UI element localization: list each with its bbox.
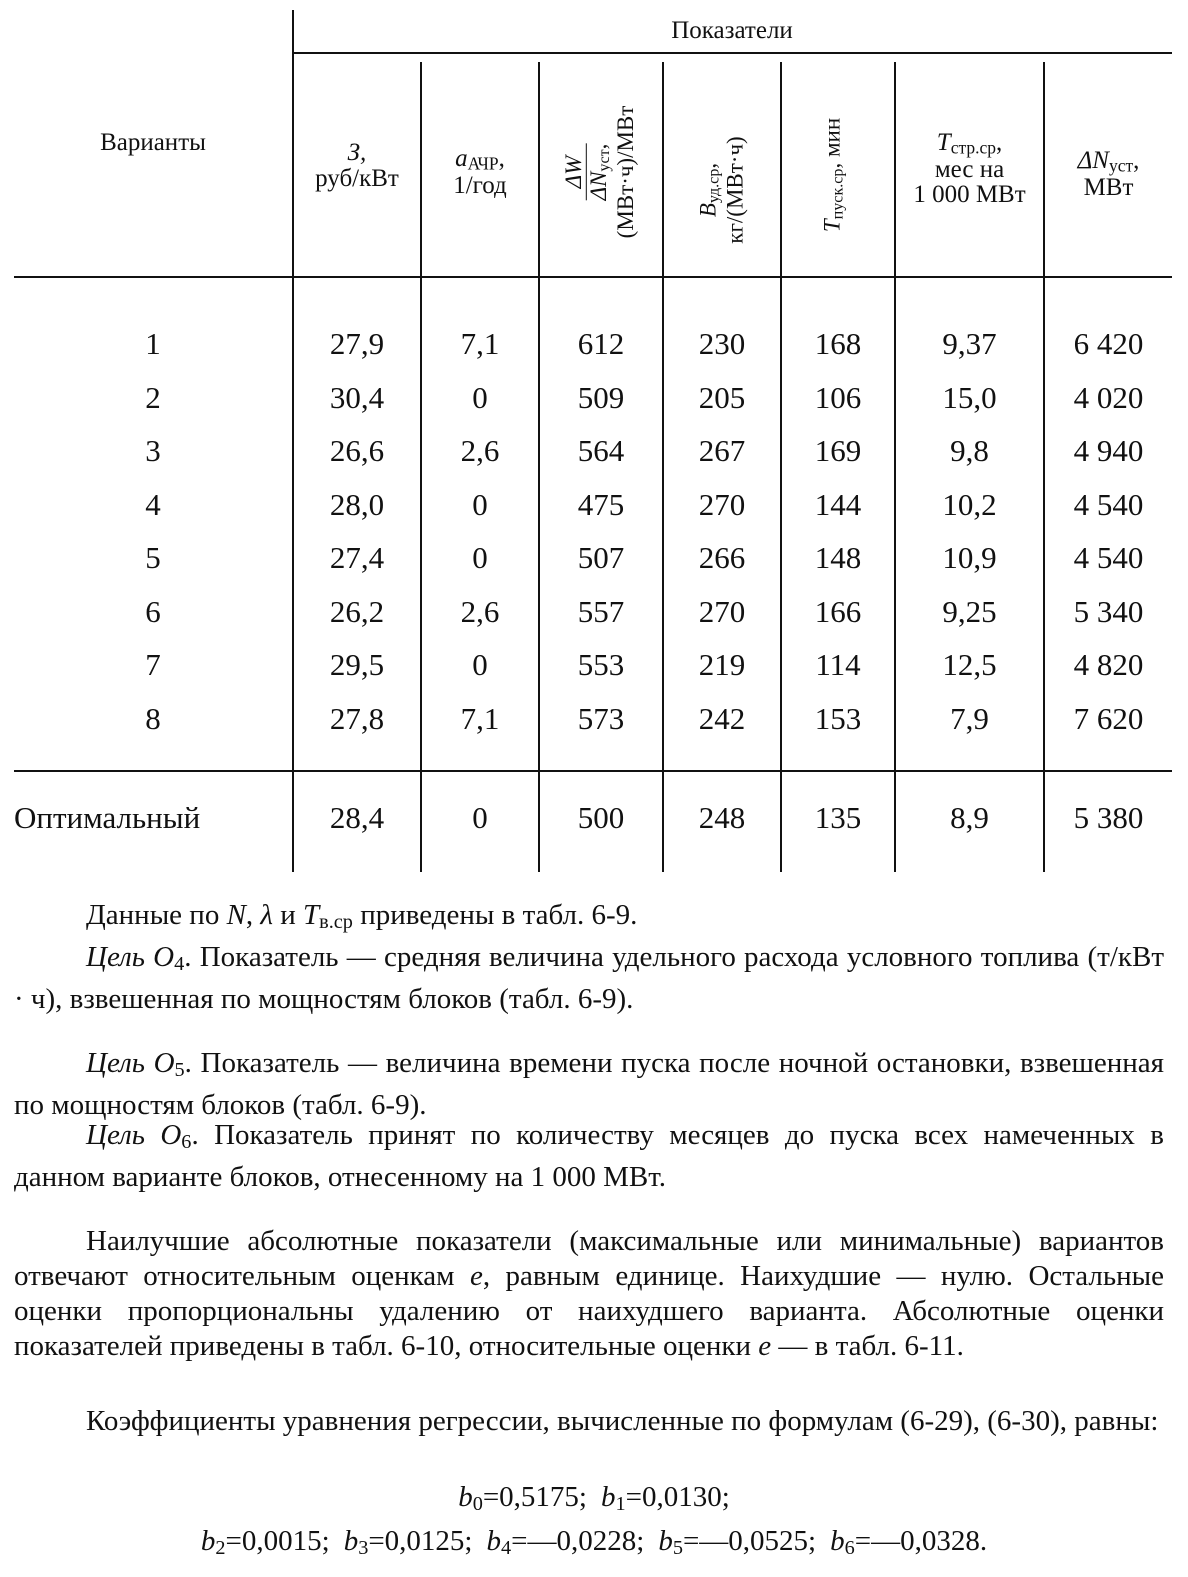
table-cell-z: 27,8 (329, 700, 385, 736)
table-cell-n: 4 540 (1073, 486, 1144, 522)
header-build-line3: 1 000 МВт (913, 181, 1026, 208)
table-cell-b: 219 (698, 647, 746, 682)
table-cell-n: 6 420 (1073, 326, 1144, 361)
table-cell-w: 557 (577, 593, 625, 629)
header-energy-denominator-sub: уст (596, 149, 614, 172)
table-cell-z: 28,0 (329, 486, 385, 522)
coefficient-symbol: b (458, 1481, 473, 1513)
header-fuel-consumption: Bуд.ср, кг/(МВт·ч) (695, 136, 748, 244)
table-cell-ts: 9,25 (942, 593, 997, 629)
table-cell-v: Оптимальный (14, 800, 201, 835)
symbol-e: e (469, 1260, 483, 1292)
table-cell-v: 2 (145, 379, 161, 415)
header-capacity-unit: МВт (1083, 173, 1134, 201)
coefficient (343, 1525, 473, 1560)
text-span: , равным единице. Наихудшие — нулю. Остальные оценки пропорциональны удалению от наихудшего варианта. Абсолютные оценки показателей приведены в табл. 6-10, относительные оценки (14, 1260, 1164, 1362)
table-cell-n: 5 380 (1073, 800, 1144, 835)
header-capacity-sub: уст (1108, 155, 1134, 176)
coefficient-index: 5 (672, 1537, 683, 1560)
header-afr-symbol: a (455, 145, 468, 172)
header-fuel-sub: уд.ср (705, 168, 723, 204)
table-cell-t: 153 (814, 700, 862, 736)
text-span: , (245, 899, 261, 931)
table-cell-a: 0 (472, 379, 488, 415)
text-span: и (272, 899, 304, 931)
header-installed-capacity: $\Delta N_{уст}$, МВт (1045, 148, 1172, 201)
formula-line-1 (0, 1480, 1188, 1522)
table-cell-ts: 10,2 (942, 486, 997, 522)
header-build-symbol: T (936, 129, 951, 156)
coefficient-symbol: b (658, 1525, 673, 1557)
table-cell-v: 6 (145, 593, 161, 629)
table-cell-n: 4 540 (1073, 540, 1144, 575)
header-start-symbol: T (819, 219, 845, 233)
table-cell-v: 7 (145, 647, 161, 682)
paragraph-goal-6 (14, 1118, 1164, 1195)
symbol-t: T (303, 899, 320, 931)
table-cell-b: 270 (698, 593, 746, 629)
table-cell-w: 564 (577, 433, 625, 468)
header-variants: Варианты (100, 129, 206, 156)
text-span: приведены в табл. 6-9. (352, 899, 638, 931)
table-cell-ts: 9,8 (950, 433, 989, 468)
table-cell-n: 5 340 (1073, 593, 1144, 629)
table-cell-z: 27,4 (329, 540, 385, 575)
table-cell-w: 612 (577, 326, 625, 361)
coefficient-value: =—0,0328. (854, 1525, 988, 1557)
table-rule-body (14, 770, 1172, 772)
coefficient (458, 1481, 587, 1516)
header-fuel-symbol: B (695, 203, 721, 218)
header-energy-unit: (МВт·ч)/МВт (613, 105, 639, 239)
table-cell-t: 168 (814, 326, 862, 361)
table-cell-ts: 8,9 (950, 800, 989, 835)
coefficient (830, 1525, 988, 1560)
goal-text: . Показатель — средняя величина удельного расхода условного топлива (т/кВт · ч), взвешенная по мощностям блоков (табл. 6-9). (14, 941, 1164, 1016)
table-cell-a: 0 (472, 540, 488, 575)
text-span: Данные по (86, 899, 227, 931)
table-cell-t: 148 (814, 540, 862, 575)
table-cell-b: 205 (698, 379, 746, 415)
symbol-n: N (226, 899, 246, 931)
coefficient (486, 1525, 645, 1560)
table-cell-t: 169 (814, 433, 862, 468)
table-cell-ts: 9,37 (942, 326, 997, 361)
table-cell-a: 0 (472, 486, 488, 522)
symbol-lambda: λ (260, 899, 273, 931)
table-cell-ts: 12,5 (942, 647, 997, 682)
header-start-sub: пуск.ср (829, 168, 847, 220)
goal-text: . Показатель — величина времени пуска после ночной остановки, взвешенная по мощностям блоков (табл. 6-9). (14, 1047, 1164, 1122)
table-cell-b: 266 (698, 540, 746, 575)
symbol-t-sub: в.ср (319, 911, 353, 934)
goal-sub: 5 (174, 1059, 185, 1082)
coefficient-value: =0,0125; (368, 1525, 473, 1557)
table-cell-a: 0 (472, 800, 488, 835)
table-cell-z: 27,9 (329, 326, 385, 361)
table-cell-t: 106 (814, 379, 862, 415)
table-cell-b: 230 (698, 326, 746, 361)
header-afr-sub: АЧР (467, 153, 499, 174)
goal-label: Цель O (86, 1047, 175, 1079)
table-cell-ts: 7,9 (950, 700, 989, 736)
table-cell-b: 270 (698, 486, 746, 522)
table-cell-t: 166 (814, 593, 862, 629)
table-cell-ts: 10,9 (942, 540, 997, 575)
table-cell-a: 2,6 (460, 433, 500, 468)
table-cell-b: 248 (698, 800, 746, 835)
table-cell-w: 573 (577, 700, 625, 736)
goal-text: . Показатель принят по количеству месяцев до пуска всех намеченных в данном варианте блоков, отнесенному на 1 000 МВт. (14, 1119, 1164, 1194)
header-build-sub: стр.ср (950, 137, 996, 158)
table-cell-a: 7,1 (460, 326, 500, 361)
coefficient-value: =0,0130; (625, 1481, 730, 1513)
coefficient-symbol: b (200, 1525, 216, 1557)
paragraph-regression: Коэффициенты уравнения регрессии, вычисленные по формулам (6-29), (6-30), равны: (86, 1405, 1159, 1437)
coefficient-symbol: b (343, 1525, 359, 1557)
formula-line-2 (0, 1524, 1188, 1566)
table-cell-t: 144 (814, 486, 862, 522)
header-capacity-symbol: ΔN (1077, 147, 1109, 174)
coefficient-index: 0 (472, 1493, 483, 1516)
coefficient-index: 2 (215, 1537, 226, 1560)
header-afr-unit: 1/год (453, 171, 507, 199)
table-cell-z: 30,4 (329, 379, 385, 415)
header-start-unit: мин (819, 117, 845, 158)
table-cell-ts: 15,0 (942, 379, 997, 415)
table-cell-z: 26,6 (329, 433, 385, 468)
table-cell-z: 29,5 (329, 647, 385, 682)
table-cell-w: 500 (577, 800, 625, 835)
goal-label: Цель O (86, 941, 175, 973)
header-frequency-load-shedding: $a_{АЧР}$, 1/год (422, 146, 538, 199)
table-cell-a: 0 (472, 647, 488, 682)
coefficient-value: =—0,0228; (511, 1525, 645, 1557)
coefficient (200, 1525, 330, 1560)
table-cell-a: 7,1 (460, 700, 500, 736)
header-build-line2: мес на (934, 156, 1005, 183)
text-span: — в табл. 6-11. (771, 1330, 964, 1362)
coefficient-index: 6 (844, 1537, 855, 1560)
table-rule-header (14, 276, 1172, 278)
table-cell-w: 509 (577, 379, 625, 415)
header-start-time: Tпуск.ср, мин (819, 117, 847, 233)
table-cell-t: 114 (815, 647, 861, 682)
coefficient (658, 1525, 817, 1560)
coefficient-value: =0,5175; (482, 1481, 587, 1513)
table-cell-n: 7 620 (1073, 700, 1144, 736)
header-cost-unit: руб/кВт (315, 165, 399, 193)
table-cell-n: 4 020 (1073, 379, 1144, 415)
paragraph-goal-4 (14, 940, 1164, 1017)
coefficient-symbol: b (601, 1481, 616, 1513)
text-span: Наилучшие абсолютные показатели (максимальные или минимальные) вариантов отвечают относительным оценкам (14, 1225, 1164, 1292)
header-fuel-unit: кг/(МВт·ч) (722, 136, 748, 244)
header-cost-symbol: З, (347, 139, 367, 166)
table-cell-z: 26,2 (329, 593, 385, 629)
table-cell-v: 8 (145, 700, 161, 736)
coefficient-index: 4 (501, 1537, 512, 1560)
header-energy-denominator: ΔN (585, 171, 611, 201)
table-cell-v: 1 (145, 326, 161, 361)
paragraph-estimates (14, 1224, 1164, 1364)
table-cell-b: 242 (698, 700, 746, 736)
coefficient-value: =—0,0525; (682, 1525, 817, 1557)
table-cell-n: 4 820 (1073, 647, 1144, 682)
coefficient (601, 1481, 730, 1516)
table-cell-w: 475 (577, 486, 625, 522)
table-cell-t: 135 (814, 800, 862, 835)
table-cell-v: 3 (145, 433, 161, 468)
goal-label: Цель O (86, 1119, 182, 1151)
table-cell-w: 553 (577, 647, 625, 682)
table-cell-b: 267 (698, 433, 746, 468)
coefficient-value: =0,0015; (225, 1525, 330, 1557)
table-cell-w: 507 (577, 540, 625, 575)
header-energy-numerator: ΔW (562, 144, 587, 201)
header-build-time: $T_{стр.ср}$, мес на 1 000 МВт (896, 130, 1043, 207)
paragraph-goal-5 (14, 1046, 1164, 1123)
coefficient-index: 1 (615, 1493, 626, 1516)
coefficient-symbol: b (830, 1525, 845, 1557)
table-cell-z: 28,4 (329, 800, 385, 835)
coefficient-symbol: b (486, 1525, 501, 1557)
header-group-indicators: Показатели (671, 17, 793, 44)
coefficient-index: 3 (358, 1537, 369, 1560)
header-energy-ratio: ΔW ΔNуст, (МВт·ч)/МВт (560, 105, 639, 239)
goal-sub: 6 (181, 1131, 192, 1154)
symbol-e: e (758, 1330, 772, 1362)
paragraph-data-source (14, 898, 1164, 940)
table-rule-top (292, 52, 1172, 54)
header-cost (294, 140, 420, 193)
table-cell-v: 4 (145, 486, 161, 522)
table-cell-n: 4 940 (1073, 433, 1144, 468)
goal-sub: 4 (174, 953, 185, 976)
table-cell-a: 2,6 (460, 593, 500, 629)
table-cell-v: 5 (145, 540, 161, 575)
